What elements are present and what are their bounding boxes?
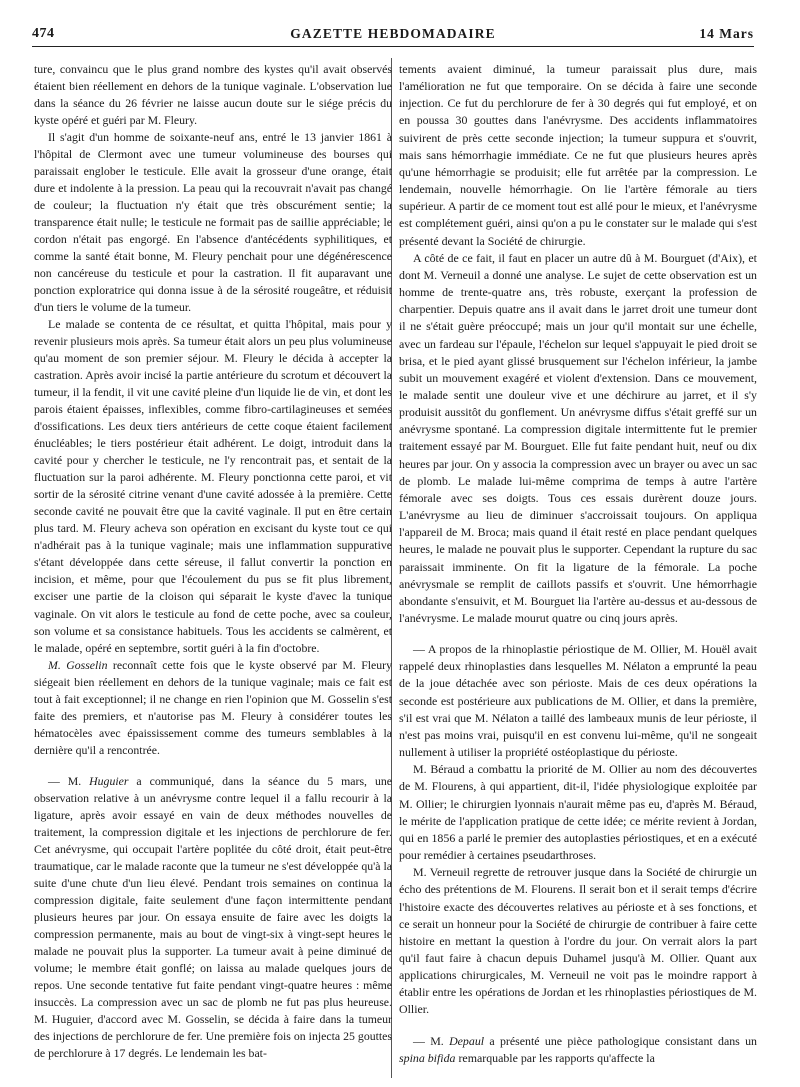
italic-term: spina bifida — [399, 1050, 456, 1065]
journal-title: GAZETTE HEBDOMADAIRE — [290, 26, 496, 41]
paragraph-text: a communiqué, dans la séance du 5 mars, une observation relative à un anévrysme contre lequel il a fallu recourir à la ligature, après avoir essayé en vain de deux méthodes nouvelles de traitement, la compression digitale et les injections de perchlorure de fer. Cet anévrysme, qui occupait l'artère poplitée du côté droit, était peut-être traumatique, car le malade raconte que la tumeur ne s'est développée qu'à la suite d'une chute d'un lieu élevé. Pendant trois semaines on continua la compression digitale, faite seulement d'une façon intermittente pendant plusieurs heures par jour. On essaya ensuite de faire avec les doigts la compression permanente, mais au bout de vingt-six à vingt-sept heures le malade ne pouvait plus la supporter. La tumeur avait à peine diminué de volume; le membre était gonflé; on laissa au malade quelques jours de repos. Une seconde tentative fut faite pendant vingt-quatre heures : même insuccès. La compression avec un sac de plomb ne fut pas plus heureuse. M. Huguier, d'accord avec M. Gosselin, se décida à faire dans la tumeur des injections de perchlorure de fer. Une première fois on injecta 25 gouttes de perchlorure à 17 degrés. Le lendemain les bat- — [34, 773, 392, 1060]
speaker-name: M. Gosselin — [48, 657, 108, 672]
paragraph-text: reconnaît cette fois que le kyste observé par M. Fleury siégeait bien réellement en dehors de la tunique vaginale; mais ce fait est tout à fait exceptionnel; il ne change en rien l'opinion que M. Gosselin s'est faite des premiers, et n'autorise pas M. Fleury à considérer toutes les hématocèles avec épaississement comme des tumeurs semblables à la dernière qu'il a rencontrée. — [34, 657, 393, 757]
paragraph: A côté de ce fait, il faut en placer un autre dû à M. Bourguet (d'Aix), et dont M. Verneuil a donné une analyse. Le sujet de cette observation est un homme de trente-quatre ans, très robuste, exerçant la profession de charpentier. Depuis quatre ans il avait dans le jarret droit une tumeur dont il ne s'était guère préoccupé; mais un jour qu'il montait sur une échelle, avec un fardeau sur l'épaule, l'échelon sur lequel s'appuyait le pied droit se brisa, et le pied ayant glissé brusquement sur l'échelon inférieur, la jambe subit un mouvement exagéré et violent d'extension. Dans ce mouvement, le malade sentit une douleur vive et une déchirure au jarret, et il s'y produisit aussitôt du gonflement. Un anévrysme diffus s'était greffé sur un anévrysme spontané. La compression digitale intermittente fut le premier traitement essayé par M. Bourguet. Elle fut faite pendant huit, neuf ou dix heures par jour. On y associa la compression avec un brayer ou avec un sac de plomb. Le malade lui-même comprima de temps à autre l'artère fémorale avec ses doigts. Tous ces essais durèrent douze jours. L'anévrysme au lieu de diminuer s'accroissait toujours. On appliqua l'appareil de M. Broca; mais quand il était resté en place pendant quelques heures, le malade ne pouvait plus le supporter. Cependant la rupture du sac paraissait imminente. On fit la ligature de la fémorale. La poche anévrysmale se remplit de caillots passifs et s'ouvrit. Une hémorrhagie abondante s'ensuivit, et M. Bourguet lia l'artère au-dessus et au-dessous de l'anévrysme. Le malade mourut quatre ou cinq jours après. — [399, 250, 757, 625]
right-column — [399, 61, 757, 1067]
paragraph-lead: — M. — [413, 1033, 450, 1048]
paragraph-lead: — M. — [48, 773, 90, 788]
paragraph: tements avaient diminué, la tumeur paraissait plus dure, mais l'amélioration ne fut que temporaire. On se décida à faire une seconde injection. Ce fut du perchlorure de fer à 30 degrés qui fut employé, et on en poussa 30 gouttes dans l'anévrysme. Des accidents inflammatoires suivirent de près cette seconde injection; la tumeur suppura et s'ouvrit, mais sans hémorrhagie immédiate. Ce ne fut que plusieurs heures après qu'une hémorrhagie se produisit; elle fut arrêtée par la compression. Le lendemain, nouvelle hémorrhagie. On lie l'artère fémorale au tiers supérieur. A partir de ce moment tout est allé pour le mieux, et l'anévrysme est complétement guéri, ainsi qu'on a pu le constater sur le malade qui s'est présenté devant la Société de chirurgie. — [399, 62, 757, 248]
paragraph: Le malade se contenta de ce résultat, et quitta l'hôpital, mais pour y revenir plusieurs mois après. Sa tumeur était alors un peu plus volumineuse qu'au moment de son premier séjour. M. Fleury le décida à accepter la castration. Après avoir incisé la partie antérieure du scrotum et découvert la tumeur, il la fendit, il vit une cavité pleine d'un liquide lie de vin, et dont les parois étaient épaisses, inflexibles, comme fibro-cartilagineuses et semées d'ossifications. Les deux tiers antérieurs de cette coque étaient facilement énucléables; le tiers postérieur était adhérent. Le doigt, introduit dans la cavité pour y chercher le testicule, ne l'y rencontrait pas, et sentait de la fluctuation sur la paroi adhérente. M. Fleury ponctionna cette paroi, et vit sortir de la sérosité citrine venant d'une cavité adossée à la première. Cette seconde cavité ne pouvait être que la cavité vaginale. Il put en être certain plus tard. M. Fleury acheva son opération en excisant du kyste tout ce qui n'adhérait pas à la tunique vaginale; mais une inflammation suppurative s'étant développée dans cette séreuse, il fallut convertir la ponction en incision, et même, pour que l'écoulement du pus se fit plus librement, exciser une partie de la cloison qui séparait le kyste d'avec la tunique vaginale. On vit alors le testicule au fond de cette poche, avec sa couleur, son volume et sa consistance habituels. Tous les accidents se calmèrent, et le malade, opéré en septembre, sortit guéri à la fin d'octobre. — [34, 317, 392, 655]
paragraph-text: a présenté une pièce pathologique consistant dans un — [484, 1033, 758, 1048]
paragraph-text: remarquable par les rapports qu'affecte la — [455, 1050, 655, 1065]
issue-date: 14 Mars — [699, 26, 754, 41]
paragraph — [34, 657, 392, 759]
paragraph — [399, 1033, 757, 1067]
paragraph — [34, 773, 392, 1062]
left-column — [34, 61, 392, 1062]
page-number: 474 — [32, 26, 55, 41]
page-header — [32, 26, 754, 47]
paragraph: — A propos de la rhinoplastie périostique de M. Ollier, M. Houël avait rappelé deux rhinoplasties dans lesquelles M. Nélaton a emprunté la peau de la joue détachée avec son périoste. Mais de ces deux opérations la seconde est postérieure aux publications de M. Ollier, et dans la première, s'il est vrai que M. Nélaton a taillé des lambeaux munis de leur périoste, il n'est pas moins vrai, puisqu'il en est convenu lui-même, qu'il ne songeait nullement à utiliser la propriété ostéoplastique du périoste. — [399, 642, 757, 760]
speaker-name: Depaul — [449, 1033, 485, 1048]
paragraph: M. Béraud a combattu la priorité de M. Ollier au nom des découvertes de M. Flourens, à qui appartient, dit-il, l'idée physiologique exploitée par M. Ollier; le chirurgien lyonnais n'aurait même pas eu, d'après M. Béraud, le mérite de l'application pratique de cette idée; ce mérite revient à Jordan, qui en 1856 a parlé le premier des autoplasties périostiques, et en a exécuté pour remédier à certaines pseudarthroses. — [399, 762, 757, 863]
speaker-name: Huguier — [89, 773, 129, 788]
paragraph: Il s'agit d'un homme de soixante-neuf ans, entré le 13 janvier 1861 à l'hôpital de Clermont avec une tumeur volumineuse des bourses qui paraissait englober le testicule. Elle avait la grosseur d'une orange, était dure et indolente à la pression. La peau qui la recouvrait n'avait pas changé de couleur; la fluctuation n'y était que très obscurément sentie; la transparence était nulle; le testicule ne formait pas de saillie appréciable; le cordon n'était pas engorgé. En l'absence d'antécédents syphilitiques, et comme la santé était bonne, M. Fleury penchait pour une dégénérescence non cancéreuse du testicule et pour la castration. Il fit auparavant une ponction exploratrice qui donna issue à de la sérosité rougeâtre, et réduisit d'un tiers le volume de la tumeur. — [34, 130, 392, 315]
paragraph: ture, convaincu que le plus grand nombre des kystes qu'il avait observés étaient bien réellement en dehors de la tunique vaginale. L'observation lue dans la séance du 26 février ne laisse aucun doute sur le siége précis du kyste opéré et guéri par M. Fleury. — [34, 62, 392, 128]
paragraph: M. Verneuil regrette de retrouver jusque dans la Société de chirurgie un écho des prétentions de M. Flourens. Il serait bon et il serait temps d'écrire l'histoire exacte des découvertes relatives au périoste et à ses fonctions, et ce serait un honneur pour la Société de chirurgie de contribuer à faire cette histoire en mettant la question à l'ordre du jour. On verrait alors la part qu'il faut faire à chacun depuis Duhamel jusqu'à M. Ollier. Quant aux applications chirurgicales, M. Verneuil ne voit pas le moindre rapport à établir entre les opérations de Jordan et les rhinoplasties périostiques de M. Ollier. — [399, 865, 757, 1017]
